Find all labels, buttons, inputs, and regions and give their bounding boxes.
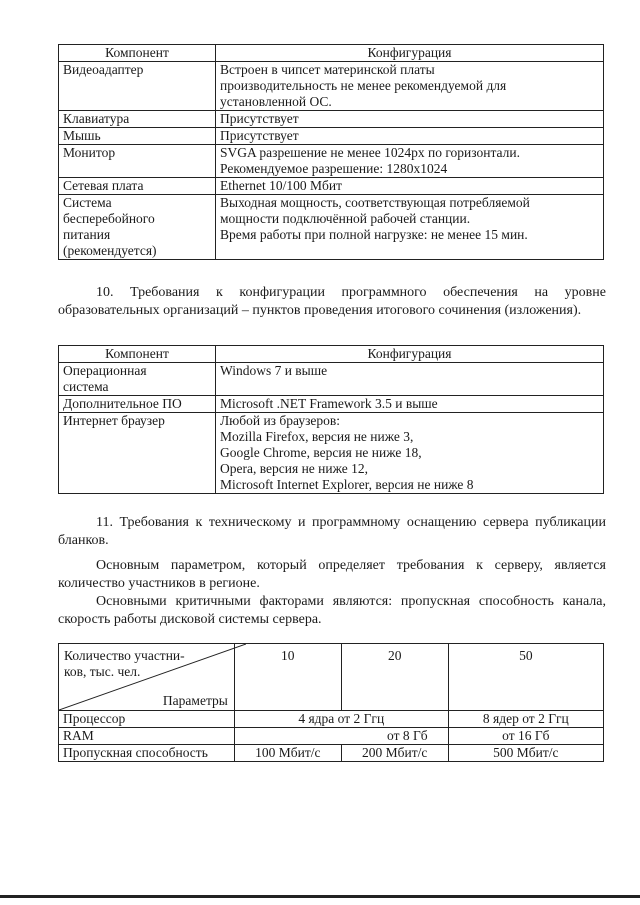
column-10: 10	[234, 644, 341, 711]
bandwidth-20: 200 Мбит/с	[341, 745, 448, 762]
bandwidth-50: 500 Мбит/с	[448, 745, 603, 762]
table-row	[59, 195, 604, 260]
parameters-label: Параметры	[162, 693, 228, 708]
table-row	[59, 145, 604, 178]
component-cell: Система бесперебойного питания (рекомендуется)	[59, 195, 216, 260]
configuration-cell: Выходная мощность, соответствующая потребляемой мощности подключённой рабочей станции. Время работы при полной нагрузке: не менее 15 мин.	[216, 195, 604, 260]
ram-50: от 16 Гб	[448, 728, 603, 745]
component-cell: Дополнительное ПО	[59, 396, 216, 413]
ram-10-20: от 8 Гб	[234, 728, 448, 745]
row-label-ram: RAM	[59, 728, 235, 745]
table-row	[59, 413, 604, 494]
bandwidth-10: 100 Мбит/с	[234, 745, 341, 762]
table-row	[59, 62, 604, 111]
configuration-cell: Windows 7 и выше	[216, 363, 604, 396]
cpu-10-20: 4 ядра от 2 Ггц	[234, 711, 448, 728]
table-header-row	[59, 45, 604, 62]
column-20: 20	[341, 644, 448, 711]
section-11-heading: 11. Требования к техническому и программному оснащению сервера публикации бланков.	[58, 515, 606, 548]
table-row	[59, 128, 604, 145]
component-cell: Сетевая плата	[59, 178, 216, 195]
table-row	[59, 363, 604, 396]
component-cell: Монитор	[59, 145, 216, 178]
header-configuration: Конфигурация	[216, 45, 604, 62]
section-10-paragraph: 10. Требования к конфигурации программного обеспечения на уровне образовательных организаций – пунктов проведения итогового сочинения (изложения).	[58, 285, 606, 318]
header-component: Компонент	[59, 45, 216, 62]
page-bottom-edge	[0, 895, 640, 898]
configuration-cell: Любой из браузеров: Mozilla Firefox, версия не ниже 3, Google Chrome, версия не ниже 18, Opera, версия не ниже 12, Microsoft Internet Explorer, версия не ниже 8	[216, 413, 604, 494]
row-label-bandwidth: Пропускная способность	[59, 745, 235, 762]
component-cell: Операционная система	[59, 363, 216, 396]
table-header-row	[59, 346, 604, 363]
table-row	[59, 396, 604, 413]
cpu-50: 8 ядер от 2 Ггц	[448, 711, 603, 728]
component-cell: Интернет браузер	[59, 413, 216, 494]
table-row	[59, 711, 604, 728]
section-11-paragraph-1: Основным параметром, который определяет требования к серверу, является количество участников в регионе.	[58, 558, 606, 591]
table-row	[59, 728, 604, 745]
configuration-cell: Присутствует	[216, 128, 604, 145]
hardware-config-table	[58, 44, 604, 260]
configuration-cell: Microsoft .NET Framework 3.5 и выше	[216, 396, 604, 413]
section-11-paragraph-2: Основными критичными факторами являются: пропускная способность канала, скорость работы дисковой системы сервера.	[58, 594, 606, 627]
software-config-table	[58, 345, 604, 494]
configuration-cell: Присутствует	[216, 111, 604, 128]
configuration-cell: Встроен в чипсет материнской платы производительность не менее рекомендуемой для установленной ОС.	[216, 62, 604, 111]
component-cell: Клавиатура	[59, 111, 216, 128]
row-label-cpu: Процессор	[59, 711, 235, 728]
table-row	[59, 745, 604, 762]
configuration-cell: Ethernet 10/100 Мбит	[216, 178, 604, 195]
configuration-cell: SVGA разрешение не менее 1024px по горизонтали. Рекомендуемое разрешение: 1280x1024	[216, 145, 604, 178]
table-row	[59, 178, 604, 195]
header-configuration: Конфигурация	[216, 346, 604, 363]
component-cell: Видеоадаптер	[59, 62, 216, 111]
header-component: Компонент	[59, 346, 216, 363]
server-requirements-table	[58, 643, 604, 762]
diagonal-header-cell	[59, 644, 235, 711]
table-header-row	[59, 644, 604, 711]
component-cell: Мышь	[59, 128, 216, 145]
participants-label: Количество участни- ков, тыс. чел.	[64, 648, 185, 679]
column-50: 50	[448, 644, 603, 711]
table-row	[59, 111, 604, 128]
